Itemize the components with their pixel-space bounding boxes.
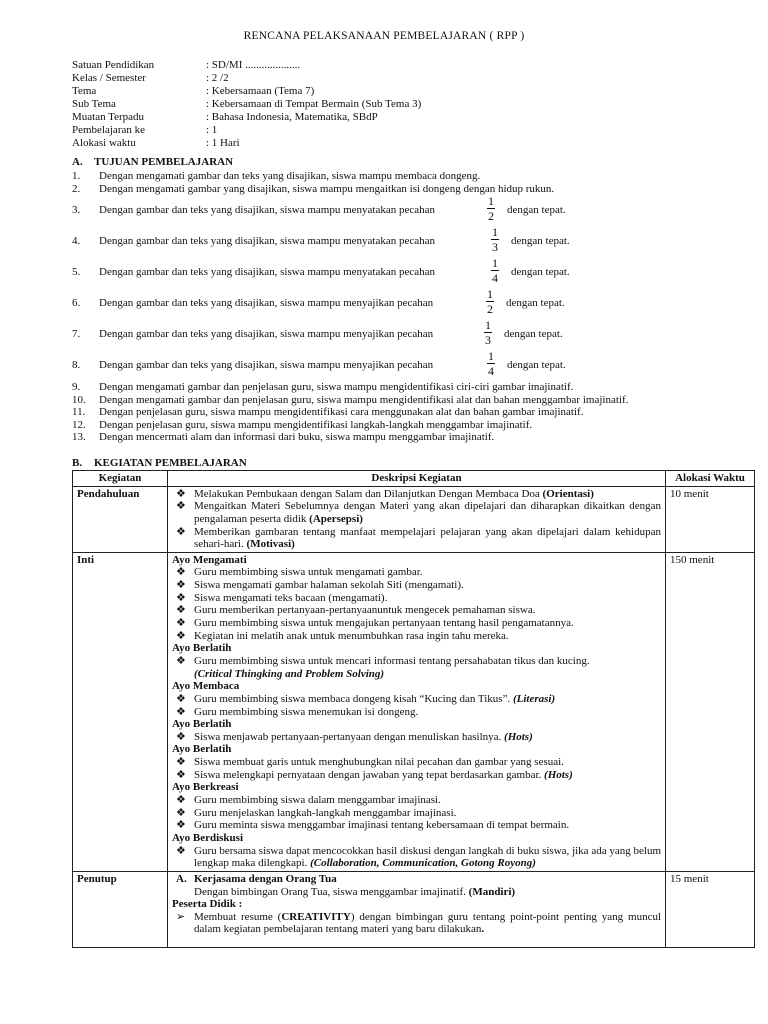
identity-value: : 1 bbox=[206, 124, 218, 136]
item-text: Guru membimbing siswa dalam menggambar imajinasi. bbox=[194, 794, 441, 807]
inti-subheading: Ayo Berlatih bbox=[172, 743, 232, 756]
diamond-bullet-icon: ❖ bbox=[176, 629, 186, 642]
objective-number: 9. bbox=[72, 381, 81, 393]
item-tag: (Orientasi) bbox=[542, 487, 594, 500]
section-a-title: TUJUAN PEMBELAJARAN bbox=[94, 156, 234, 168]
pendahuluan-item bbox=[172, 488, 661, 501]
item-text: Mengaitkan Materi Sebelumnya dengan Materi yang akan dipelajari dan diharapkan dikaitkan dengan pengalaman peserta didik bbox=[194, 500, 661, 525]
diamond-bullet-icon: ❖ bbox=[176, 566, 186, 579]
item-text: Guru memberikan pertanyaan-pertanyaanuntuk mengecek pemahaman siswa. bbox=[194, 604, 536, 617]
inti-item bbox=[172, 592, 661, 605]
fraction-numerator: 1 bbox=[488, 194, 494, 208]
fraction-denominator: 3 bbox=[492, 240, 498, 254]
objective-suffix: dengan tepat. bbox=[506, 297, 565, 309]
objective-suffix: dengan tepat. bbox=[507, 359, 566, 371]
table-header-row bbox=[73, 471, 755, 487]
item-tag: (Collaboration, Communication, Gotong Royong) bbox=[310, 857, 536, 870]
inti-subheading: Ayo Berlatih bbox=[172, 718, 232, 731]
item-text: Siswa menjawab pertanyaan-pertanyaan dengan menuliskan hasilnya. bbox=[194, 730, 505, 743]
inti-item bbox=[172, 794, 661, 807]
objective-number: 8. bbox=[72, 359, 81, 371]
penutup-label: Penutup bbox=[73, 871, 168, 947]
section-b-heading bbox=[72, 457, 247, 470]
item-tag: (Apersepsi) bbox=[309, 512, 363, 525]
objective-text: Dengan gambar dan teks yang disajikan, siswa mampu menyatakan pecahan bbox=[99, 235, 435, 247]
diamond-bullet-icon: ❖ bbox=[176, 844, 186, 857]
objective-number: 6. bbox=[72, 297, 81, 309]
inti-description bbox=[168, 552, 666, 871]
item-text: Siswa melengkapi pernyataan dengan jawaban yang tepat berdasarkan gambar. bbox=[194, 768, 545, 781]
objective-number: 1. bbox=[72, 170, 81, 182]
row-inti bbox=[73, 552, 755, 871]
header-deskripsi: Deskripsi Kegiatan bbox=[168, 471, 666, 487]
fraction bbox=[487, 195, 495, 222]
item-text: Kegiatan ini melatih anak untuk menumbuhkan rasa ingin tahu mereka. bbox=[194, 629, 509, 642]
identity-key: Satuan Pendidikan bbox=[72, 59, 155, 71]
objective-number: 4. bbox=[72, 235, 81, 247]
item-text: Memberikan gambaran tentang manfaat mempelajari pelajaran yang akan dipelajari dalam kehidupan sehari-hari. bbox=[194, 525, 661, 551]
pendahuluan-item bbox=[172, 500, 661, 525]
objective-suffix: dengan tepat. bbox=[504, 328, 563, 340]
diamond-bullet-icon: ❖ bbox=[176, 591, 186, 604]
item-text: Guru membimbing siswa untuk mencari informasi tentang persahabatan tikus dan kucing. bbox=[194, 654, 590, 667]
item-tag: (Critical Thingking and Problem Solving) bbox=[194, 667, 385, 680]
fraction-numerator: 1 bbox=[485, 318, 491, 332]
inti-item bbox=[172, 819, 661, 832]
inti-item bbox=[172, 769, 661, 782]
inti-item bbox=[172, 693, 661, 706]
diamond-bullet-icon: ❖ bbox=[176, 705, 186, 718]
objective-suffix: dengan tepat. bbox=[511, 266, 570, 278]
item-text: Siswa mengamati gambar halaman sekolah Siti (mengamati). bbox=[194, 579, 464, 592]
item-text: Guru bersama siswa dapat mencocokkan hasil diskusi dengan langkah di buku siswa, jika ada yang belum lengkap maka dilengkapi. bbox=[194, 844, 661, 870]
penutup-a-sentence: Dengan bimbingan Orang Tua, siswa menggambar imajinatif. bbox=[194, 885, 469, 898]
objective-text: Dengan gambar dan teks yang disajikan, siswa mampu menyajikan pecahan bbox=[99, 359, 434, 371]
diamond-bullet-icon: ❖ bbox=[176, 525, 186, 538]
inti-subheading: Ayo Berkreasi bbox=[172, 781, 239, 794]
item-text: Guru membimbing siswa menemukan isi dongeng. bbox=[194, 705, 419, 718]
objective-suffix: dengan tepat. bbox=[511, 235, 570, 247]
item-tag: (Hots) bbox=[544, 768, 573, 781]
identity-value: : Bahasa Indonesia, Matematika, SBdP bbox=[206, 111, 378, 123]
inti-item bbox=[172, 706, 661, 719]
identity-value: : SD/MI .................... bbox=[206, 59, 301, 71]
objective-text: Dengan gambar dan teks yang disajikan, siswa mampu menyatakan pecahan bbox=[99, 266, 435, 278]
identity-key: Tema bbox=[72, 85, 97, 97]
section-a-number: A. bbox=[72, 156, 83, 168]
activities-table bbox=[72, 470, 755, 948]
penutup-a-item bbox=[172, 873, 661, 886]
penutup-a-number: A. bbox=[176, 872, 187, 885]
inti-subheading: Ayo Membaca bbox=[172, 680, 240, 693]
pendahuluan-label: Pendahuluan bbox=[73, 486, 168, 552]
item-text: Melakukan Pembukaan dengan Salam dan Dilanjutkan Dengan Membaca Doa bbox=[194, 487, 543, 500]
penutup-description bbox=[168, 871, 666, 947]
fraction-denominator: 2 bbox=[488, 209, 494, 223]
diamond-bullet-icon: ❖ bbox=[176, 730, 186, 743]
objective-number: 11. bbox=[72, 406, 86, 419]
section-b-number: B. bbox=[72, 457, 83, 469]
fraction bbox=[484, 319, 492, 346]
fraction-numerator: 1 bbox=[492, 225, 498, 239]
fraction-denominator: 2 bbox=[487, 302, 493, 316]
objective-number: 10. bbox=[72, 393, 86, 406]
objective-number: 12. bbox=[72, 418, 86, 431]
fraction bbox=[491, 226, 499, 253]
objective-text: Dengan penjelasan guru, siswa mampu mengidentifikasi cara menggunakan alat dan bahan gambar imajinatif. bbox=[99, 406, 584, 419]
objective-text: Dengan mengamati gambar yang disajikan, siswa mampu mengaitkan isi dongeng dengan hidup rukun. bbox=[99, 183, 555, 195]
penutup-a-text bbox=[172, 886, 661, 899]
inti-item bbox=[172, 807, 661, 820]
inti-item bbox=[172, 604, 661, 617]
inti-item bbox=[172, 756, 661, 769]
pendahuluan-description bbox=[168, 486, 666, 552]
fraction-numerator: 1 bbox=[492, 256, 498, 270]
penutup-peserta-heading: Peserta Didik : bbox=[172, 898, 243, 911]
inti-time: 150 menit bbox=[666, 552, 755, 871]
fraction-denominator: 4 bbox=[492, 271, 498, 285]
item-text: Guru menjelaskan langkah-langkah menggambar imajinasi. bbox=[194, 806, 457, 819]
fraction-numerator: 1 bbox=[487, 287, 493, 301]
item-text: Guru membimbing siswa untuk mengajukan pertanyaan tentang hasil pengamatannya. bbox=[194, 617, 574, 630]
fraction-denominator: 4 bbox=[488, 364, 494, 378]
item-text: Guru membimbing siswa untuk mengamati gambar. bbox=[194, 566, 423, 579]
objective-text: Dengan gambar dan teks yang disajikan, siswa mampu menyajikan pecahan bbox=[99, 297, 434, 309]
resume-period: . bbox=[481, 923, 485, 936]
inti-subheading: Ayo Berlatih bbox=[172, 642, 232, 655]
inti-label: Inti bbox=[73, 552, 168, 871]
diamond-bullet-icon: ❖ bbox=[176, 819, 186, 832]
header-kegiatan: Kegiatan bbox=[73, 471, 168, 487]
identity-key: Muatan Terpadu bbox=[72, 111, 145, 123]
section-b-title: KEGIATAN PEMBELAJARAN bbox=[94, 457, 247, 469]
inti-item bbox=[172, 655, 661, 680]
objective-number: 5. bbox=[72, 266, 81, 278]
penutup-spacer bbox=[172, 936, 661, 946]
penutup-a-tag: (Mandiri) bbox=[468, 885, 516, 898]
objective-text: Dengan gambar dan teks yang disajikan, siswa mampu menyatakan pecahan bbox=[99, 204, 435, 216]
section-a-heading bbox=[72, 156, 233, 169]
item-text: Guru membimbing siswa membaca dongeng kisah “Kucing dan Tikus”. bbox=[194, 692, 513, 705]
pendahuluan-time: 10 menit bbox=[666, 486, 755, 552]
inti-item bbox=[172, 845, 661, 870]
inti-subheading: Ayo Berdiskusi bbox=[172, 831, 244, 844]
document-title: RENCANA PELAKSANAAN PEMBELAJARAN ( RPP ) bbox=[243, 30, 525, 42]
penutup-resume-item bbox=[172, 911, 661, 936]
objective-number: 2. bbox=[72, 183, 81, 195]
diamond-bullet-icon: ❖ bbox=[176, 487, 186, 500]
diamond-bullet-icon: ❖ bbox=[176, 806, 186, 819]
inti-item bbox=[172, 731, 661, 744]
objective-text: Dengan mengamati gambar dan penjelasan guru, siswa mampu mengidentifikasi ciri-ciri gambar imajinatif. bbox=[99, 381, 574, 393]
identity-key: Sub Tema bbox=[72, 98, 116, 110]
fraction bbox=[487, 350, 495, 377]
diamond-bullet-icon: ❖ bbox=[176, 604, 186, 617]
row-penutup bbox=[73, 871, 755, 947]
diamond-bullet-icon: ❖ bbox=[176, 500, 186, 513]
diamond-bullet-icon: ❖ bbox=[176, 768, 186, 781]
identity-value: : 1 Hari bbox=[206, 137, 240, 149]
resume-creativity: CREATIVITY bbox=[281, 910, 351, 923]
diamond-bullet-icon: ❖ bbox=[176, 794, 186, 807]
fraction-numerator: 1 bbox=[488, 349, 494, 363]
diamond-bullet-icon: ❖ bbox=[176, 692, 186, 705]
item-tag: (Literasi) bbox=[512, 692, 556, 705]
objective-number: 13. bbox=[72, 431, 86, 444]
inti-subheading: Ayo Mengamati bbox=[172, 553, 247, 566]
diamond-bullet-icon: ❖ bbox=[176, 579, 186, 592]
diamond-bullet-icon: ❖ bbox=[176, 617, 186, 630]
arrow-bullet-icon: ➢ bbox=[176, 910, 186, 923]
identity-key: Pembelajaran ke bbox=[72, 124, 145, 136]
diamond-bullet-icon: ❖ bbox=[176, 654, 186, 667]
objective-text: Dengan mengamati gambar dan teks yang disajikan, siswa mampu membaca dongeng. bbox=[99, 170, 481, 182]
objective-text: Dengan gambar dan teks yang disajikan, siswa mampu menyajikan pecahan bbox=[99, 328, 434, 340]
resume-text-end: ) dengan bimbingan guru tentang point-point penting yang muncul dalam kegiatan pembelajaran tentang materi yang baru dilakukan bbox=[194, 910, 662, 936]
penutup-time: 15 menit bbox=[666, 871, 755, 947]
fraction bbox=[491, 257, 499, 284]
inti-item bbox=[172, 630, 661, 643]
inti-item bbox=[172, 617, 661, 630]
item-tag: (Hots) bbox=[504, 730, 533, 743]
objective-suffix: dengan tepat. bbox=[507, 204, 566, 216]
item-text: Siswa mengamati teks bacaan (mengamati). bbox=[194, 591, 388, 604]
objective-number: 7. bbox=[72, 328, 81, 340]
penutup-a-heading: Kerjasama dengan Orang Tua bbox=[194, 872, 337, 885]
row-pendahuluan bbox=[73, 486, 755, 552]
inti-item bbox=[172, 579, 661, 592]
objective-text: Dengan mengamati gambar dan penjelasan guru, siswa mampu mengidentifikasi alat dan bahan menggambar imajinatif. bbox=[99, 393, 629, 406]
item-text: Siswa membuat garis untuk menghubungkan nilai pecahan dan gambar yang sesuai. bbox=[194, 756, 564, 769]
item-tag: (Motivasi) bbox=[246, 538, 295, 551]
fraction bbox=[486, 288, 494, 315]
diamond-bullet-icon: ❖ bbox=[176, 756, 186, 769]
header-alokasi: Alokasi Waktu bbox=[666, 471, 755, 487]
identity-key: Alokasi waktu bbox=[72, 137, 136, 149]
identity-value: : 2 /2 bbox=[206, 72, 229, 84]
resume-text-start: Membuat resume ( bbox=[194, 910, 282, 923]
objective-text: Dengan mencermati alam dan informasi dari buku, siswa mampu menggambar imajinatif. bbox=[99, 431, 495, 444]
fraction-denominator: 3 bbox=[485, 333, 491, 347]
identity-value: : Kebersamaan di Tempat Bermain (Sub Tema 3) bbox=[206, 98, 422, 110]
pendahuluan-item bbox=[172, 526, 661, 551]
identity-key: Kelas / Semester bbox=[72, 72, 146, 84]
objective-number: 3. bbox=[72, 204, 81, 216]
identity-value: : Kebersamaan (Tema 7) bbox=[206, 85, 315, 97]
objective-text: Dengan penjelasan guru, siswa mampu mengidentifikasi langkah-langkah menggambar imajinatif. bbox=[99, 418, 533, 431]
inti-item bbox=[172, 566, 661, 579]
item-text: Guru meminta siswa menggambar imajinasi tentang kebersamaan di tempat bermain. bbox=[194, 819, 570, 832]
